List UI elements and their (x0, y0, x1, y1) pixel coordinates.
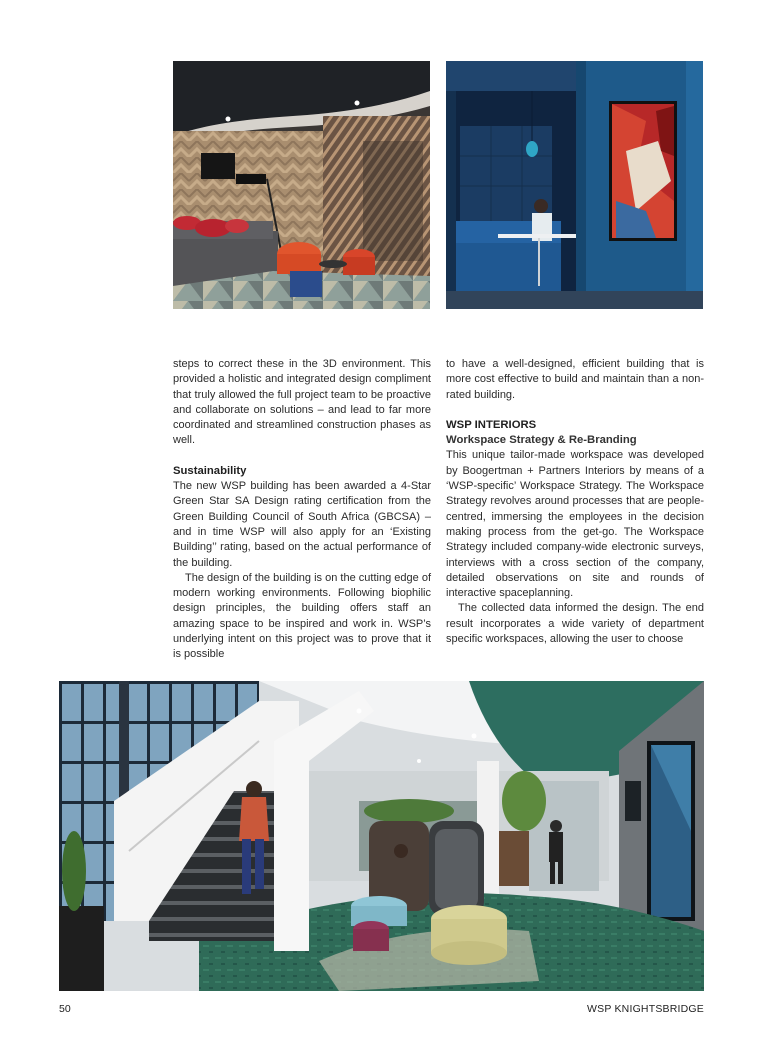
wsp-interiors-heading: WSP INTERIORS (446, 418, 537, 431)
left-paragraph-3: The design of the building is on the cutting edge of modern working environments. Following biophilic design principles, the building offers staff an amazing space to be inspired and work in. WSP’s underlying intent on this project was to prove that it is possible (173, 571, 431, 661)
booth-photo (446, 61, 703, 309)
left-paragraph-1: steps to correct these in the 3D environment. This provided a holistic and integrated design compliment that truly allowed the full project team to be proactive and collaborate on solutions – and lead to far more coordinated and streamlined construction phases as well. (173, 358, 431, 447)
workspace-strategy-subheading: Workspace Strategy & Re-Branding (446, 434, 637, 447)
atrium-staircase-photo (59, 681, 704, 991)
lounge-photo (173, 61, 430, 309)
right-paragraph-1: to have a well-designed, efficient building that is more cost effective to build and maintain than a non-rated building. (446, 358, 704, 401)
right-paragraph-2: This unique tailor-made workspace was developed by Boogertman + Partners Interiors by means of a ‘WSP-specific’ Workspace Strategy. The Workspace Strategy revolves around processes that are people-centred, immersing the employees in the decision making process from the get-go. The Workspace Strategy included company-wide electronic surveys, interviews with a cross section of the company, detailed observations on site and rounds of interactive spaceplanning. (446, 449, 704, 600)
left-paragraph-2: The new WSP building has been awarded a 4-Star Green Star SA Design rating certification from the Green Building Council of South Africa (GBCSA) – and in time WSP will also apply for an ‘Existing Building’’ rating, based on the actual performance of the building. (173, 480, 431, 569)
running-title: WSP KNIGHTSBRIDGE (587, 1003, 704, 1015)
page-number: 50 (59, 1003, 71, 1015)
sustainability-heading: Sustainability (173, 464, 247, 477)
right-paragraph-3: The collected data informed the design. The end result incorporates a wide variety of department specific workspaces, allowing the user to choose (446, 602, 704, 646)
article-right-column (446, 357, 704, 647)
article-left-column (173, 357, 431, 663)
